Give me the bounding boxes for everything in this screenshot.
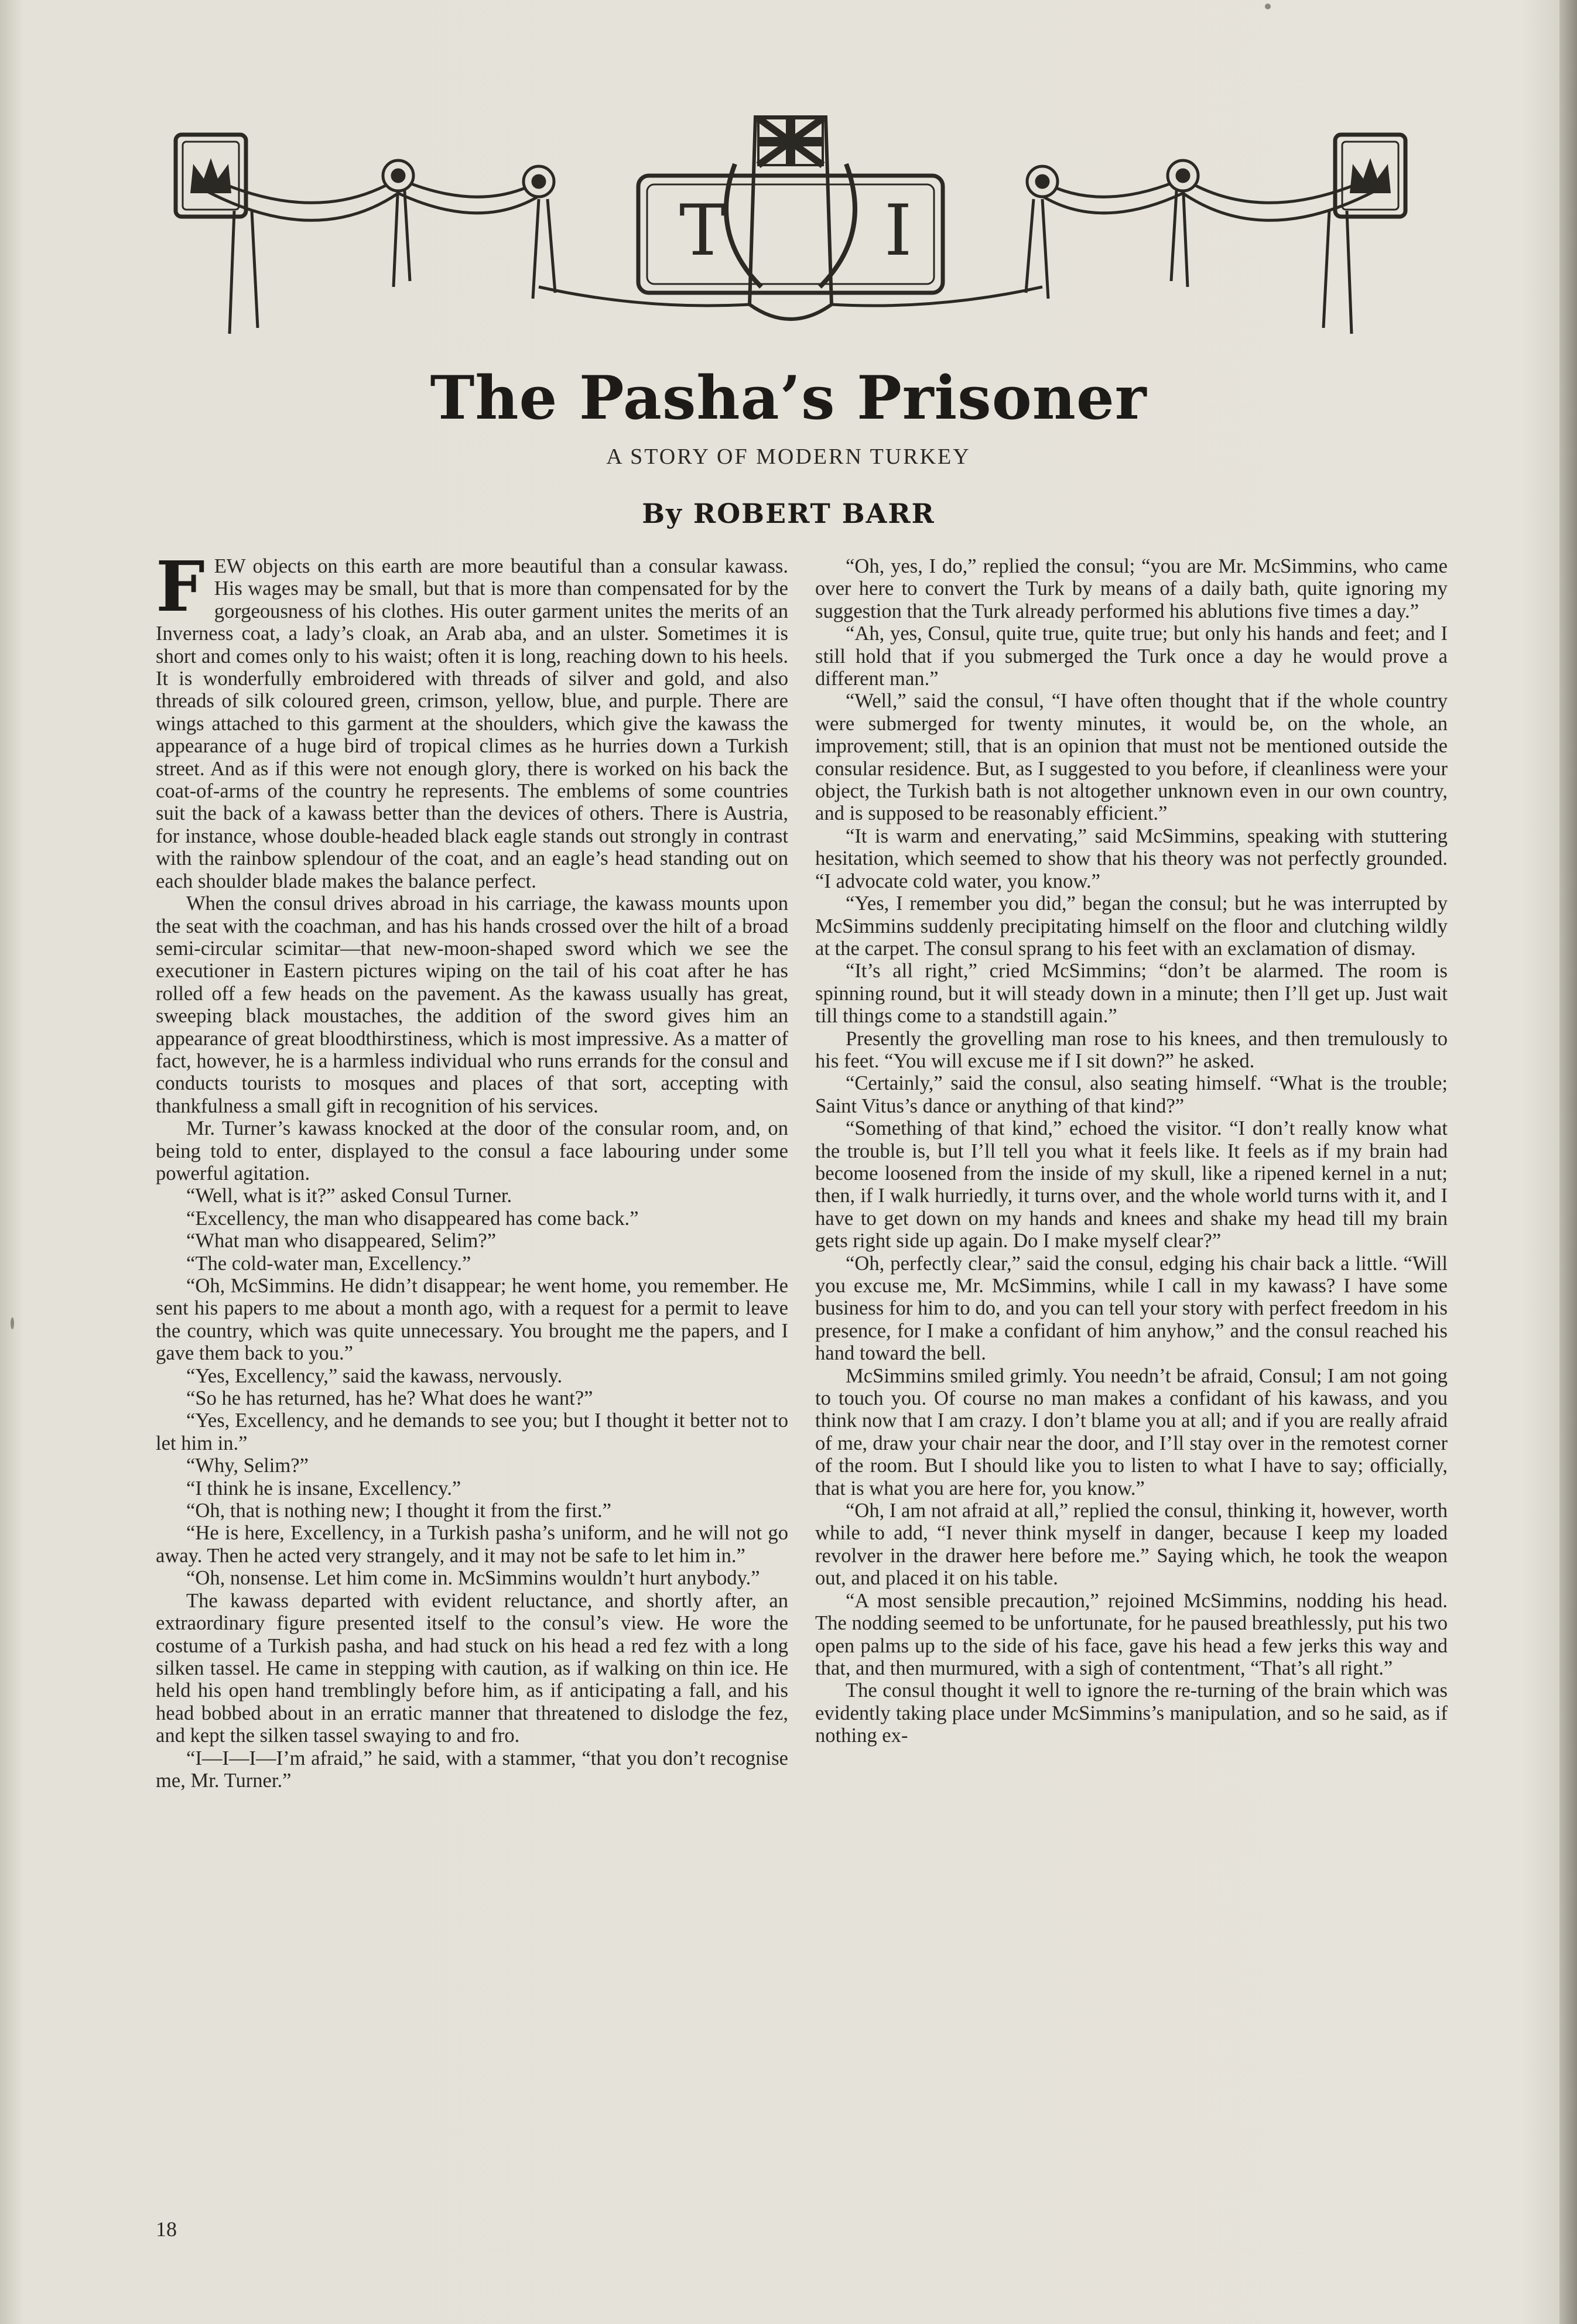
body-paragraph: “Oh, McSimmins. He didn’t disappear; he went home, you remember. He sent his papers to me about a month ago, with a request for a permit to leave the country, which was quite unnecessary. You brought me the papers, and I gave them back to you.” (156, 1275, 788, 1365)
page-spine-edge (1559, 0, 1577, 2324)
body-paragraph: “Oh, I am not afraid at all,” replied the consul, thinking it, however, worth while to add, “I never think myself in danger, because I keep my loaded revolver in the drawer here before me.” Saying which, he took the weapon out, and placed it on his table. (815, 1500, 1448, 1590)
body-paragraph: The consul thought it well to ignore the re-turning of the brain which was evidently taking place under McSimmins’s manipulation, and so he said, as if nothing ex- (815, 1679, 1448, 1747)
body-paragraph: “What man who disappeared, Selim?” (186, 1230, 497, 1252)
right-text-column (815, 555, 1448, 2218)
body-paragraph: Mr. Turner’s kawass knocked at the door of the consular room, and, on being told to enter, displayed to the consul a face labouring under some powerful agitation. (156, 1117, 788, 1185)
drop-cap: F (156, 555, 205, 627)
header-ornament (164, 111, 1417, 345)
body-paragraph: The kawass departed with evident reluctance, and shortly after, an extraordinary figure presented itself to the consul’s view. He wore the costume of a Turkish pasha, and had stuck on his head a red fez with a long silken tassel. He came in stepping with caution, as if walking on thin ice. He held his open hand tremblingly before him, as if anticipating a fall, and his head bobbed about in an erratic manner that threatened to dislodge the fez, and kept the silken tassel swaying to and fro. (156, 1589, 788, 1747)
print-speck (1265, 4, 1271, 9)
body-paragraph: “I—I—I—I’m afraid,” he said, with a stammer, “that you don’t recognise me, Mr. Turner.” (156, 1747, 788, 1792)
body-paragraph: “Ah, yes, Consul, quite true, quite true; but only his hands and feet; and I still hold that if you submerged the Turk once a day he would prove a different man.” (815, 622, 1448, 690)
body-paragraph: “Certainly,” said the consul, also seating himself. “What is the trouble; Saint Vitus’s dance or anything of that kind?” (815, 1072, 1448, 1117)
article-subtitle: A STORY OF MODERN TURKEY (606, 444, 971, 469)
body-paragraph: “I think he is insane, Excellency.” (186, 1477, 461, 1500)
body-paragraph: FEW objects on this earth are more beautiful than a consular kawass. His wages may be small, but that is more than compensated for by the gorgeousness of his clothes. His outer garment unites the merits of an Inverness coat, a lady’s cloak, an Arab aba, and an ulster. Sometimes it is short and comes only to his waist; often it is long, reaching down to his heels. It is wonderfully embroidered with threads of silver and gold, and also threads of silk coloured green, crimson, yellow, blue, and purple. There are wings attached to this garment at the shoulders, which give the kawass the appearance of a huge bird of tropical climes as he hurries down a Turkish street. And as if this were not enough glory, there is worked on his back the coat-of-arms of the country he represents. The emblems of some countries suit the back of a kawass better than the devices of others. There is Austria, for instance, whose double-headed black eagle stands out strongly in contrast with the rainbow splendour of the coat, and an eagle’s head standing out on each shoulder blade makes the balance perfect. (156, 555, 788, 892)
monogram-text: T (679, 190, 727, 272)
union-jack-icon (758, 118, 823, 165)
body-paragraph: Presently the grovelling man rose to his knees, and then tremulously to his feet. “You will excuse me if I sit down?” he asked. (815, 1027, 1448, 1072)
page-number: 18 (156, 2217, 177, 2241)
left-text-column (156, 555, 788, 2218)
svg-text:I: I (884, 190, 912, 272)
body-paragraph: “He is here, Excellency, in a Turkish pasha’s uniform, and he will not go away. Then he acted very strangely, and it may not be safe to let him in.” (156, 1522, 788, 1567)
body-paragraph: “The cold-water man, Excellency.” (186, 1252, 471, 1275)
body-paragraph: “So he has returned, has he? What does he want?” (186, 1387, 593, 1410)
body-paragraph: “Yes, Excellency, and he demands to see you; but I thought it better not to let him in.” (156, 1409, 788, 1454)
body-paragraph: When the consul drives abroad in his carriage, the kawass mounts upon the seat with the coachman, and has his hands crossed over the hilt of a broad semi-circular scimitar—that new-moon-shaped sword which we see the executioner in Eastern pictures wiping on the tail of his coat after he has rolled off a few heads on the pavement. As the kawass usually has great, sweeping black moustaches, the addition of the sword gives him an appearance of great bloodthirstiness, which is most impressive. As a matter of fact, however, he is a harmless individual who runs errands for the consul and conducts tourists to mosques and places of that sort, accepting with thankfulness a small gift in recognition of his services. (156, 892, 788, 1117)
body-paragraph: “It’s all right,” cried McSimmins; “don’t be alarmed. The room is spinning round, but it will steady down in a minute; then I’ll get up. Just wait till things come to a standstill again.” (815, 960, 1448, 1028)
body-paragraph: “A most sensible precaution,” rejoined McSimmins, nodding his head. The nodding seemed to be unfortunate, for he paused breathlessly, put his two open palms up to the side of his face, gave his head a few jerks this way and that, and then murmured, with a sigh of contentment, “That’s all right.” (815, 1589, 1448, 1679)
body-paragraph: “Why, Selim?” (186, 1454, 309, 1477)
body-paragraph: McSimmins smiled grimly. You needn’t be afraid, Consul; I am not going to touch you. Of course no man makes a confidant of his kawass, and you think now that I am crazy. I don’t blame you at all; and if you are really afraid of me, draw your chair near the door, and I’ll stay over in the remotest corner of the room. But I should like you to listen to what I have to say; officially, that is what you are here for, you know.” (815, 1364, 1448, 1500)
print-speck (11, 1317, 14, 1329)
body-paragraph: “Oh, perfectly clear,” said the consul, edging his chair back a little. “Will you excuse me, Mr. McSimmins, while I call in my kawass? I have some business for him to do, and you can tell your story with perfect freedom in his presence, for I make a confidant of him anyhow,” and the consul reached his hand toward the bell. (815, 1252, 1448, 1365)
article-title: The Pasha’s Prisoner (430, 363, 1147, 433)
body-paragraph: “It is warm and enervating,” said McSimmins, speaking with stuttering hesitation, which seemed to show that his theory was not perfectly grounded. “I advocate cold water, you know.” (815, 824, 1448, 892)
body-paragraph: “Excellency, the man who disappeared has come back.” (186, 1207, 639, 1230)
body-paragraph: “Well,” said the consul, “I have often thought that if the whole country were submerged for twenty minutes, it would be, on the whole, an improvement; still, that is an opinion that must not be mentioned outside the consular residence. But, as I suggested to you before, if cleanliness were your object, the Turkish bath is not altogether unknown even in our own country, and is supposed to be reasonably efficient.” (815, 690, 1448, 825)
body-paragraph: “Well, what is it?” asked Consul Turner. (186, 1185, 512, 1207)
body-paragraph: “Oh, that is nothing new; I thought it from the first.” (186, 1500, 612, 1522)
body-paragraph: “Oh, nonsense. Let him come in. McSimmins wouldn’t hurt anybody.” (186, 1567, 760, 1590)
article-byline: By ROBERT BARR (642, 498, 935, 529)
body-paragraph: “Something of that kind,” echoed the visitor. “I don’t really know what the trouble is, but I’ll tell you what it feels like. It feels as if my brain had become loosened from the inside of my skull, like a ripened kernel in a nut; then, if I walk hurriedly, it turns over, and the whole world turns with it, and I have to get down on my hands and knees and shake my head till my brain gets right side up again. Do I make myself clear?” (815, 1117, 1448, 1252)
body-paragraph: “Yes, I remember you did,” began the consul; but he was interrupted by McSimmins suddenly precipitating himself on the floor and clutching wildly at the carpet. The consul sprang to his feet with an exclamation of dismay. (815, 892, 1448, 960)
body-paragraph: “Yes, Excellency,” said the kawass, nervously. (186, 1364, 563, 1387)
body-paragraph: “Oh, yes, I do,” replied the consul; “you are Mr. McSimmins, who came over here to convert the Turk by means of a daily bath, quite ignoring my suggestion that the Turk already performed his ablutions five times a day.” (815, 555, 1448, 622)
